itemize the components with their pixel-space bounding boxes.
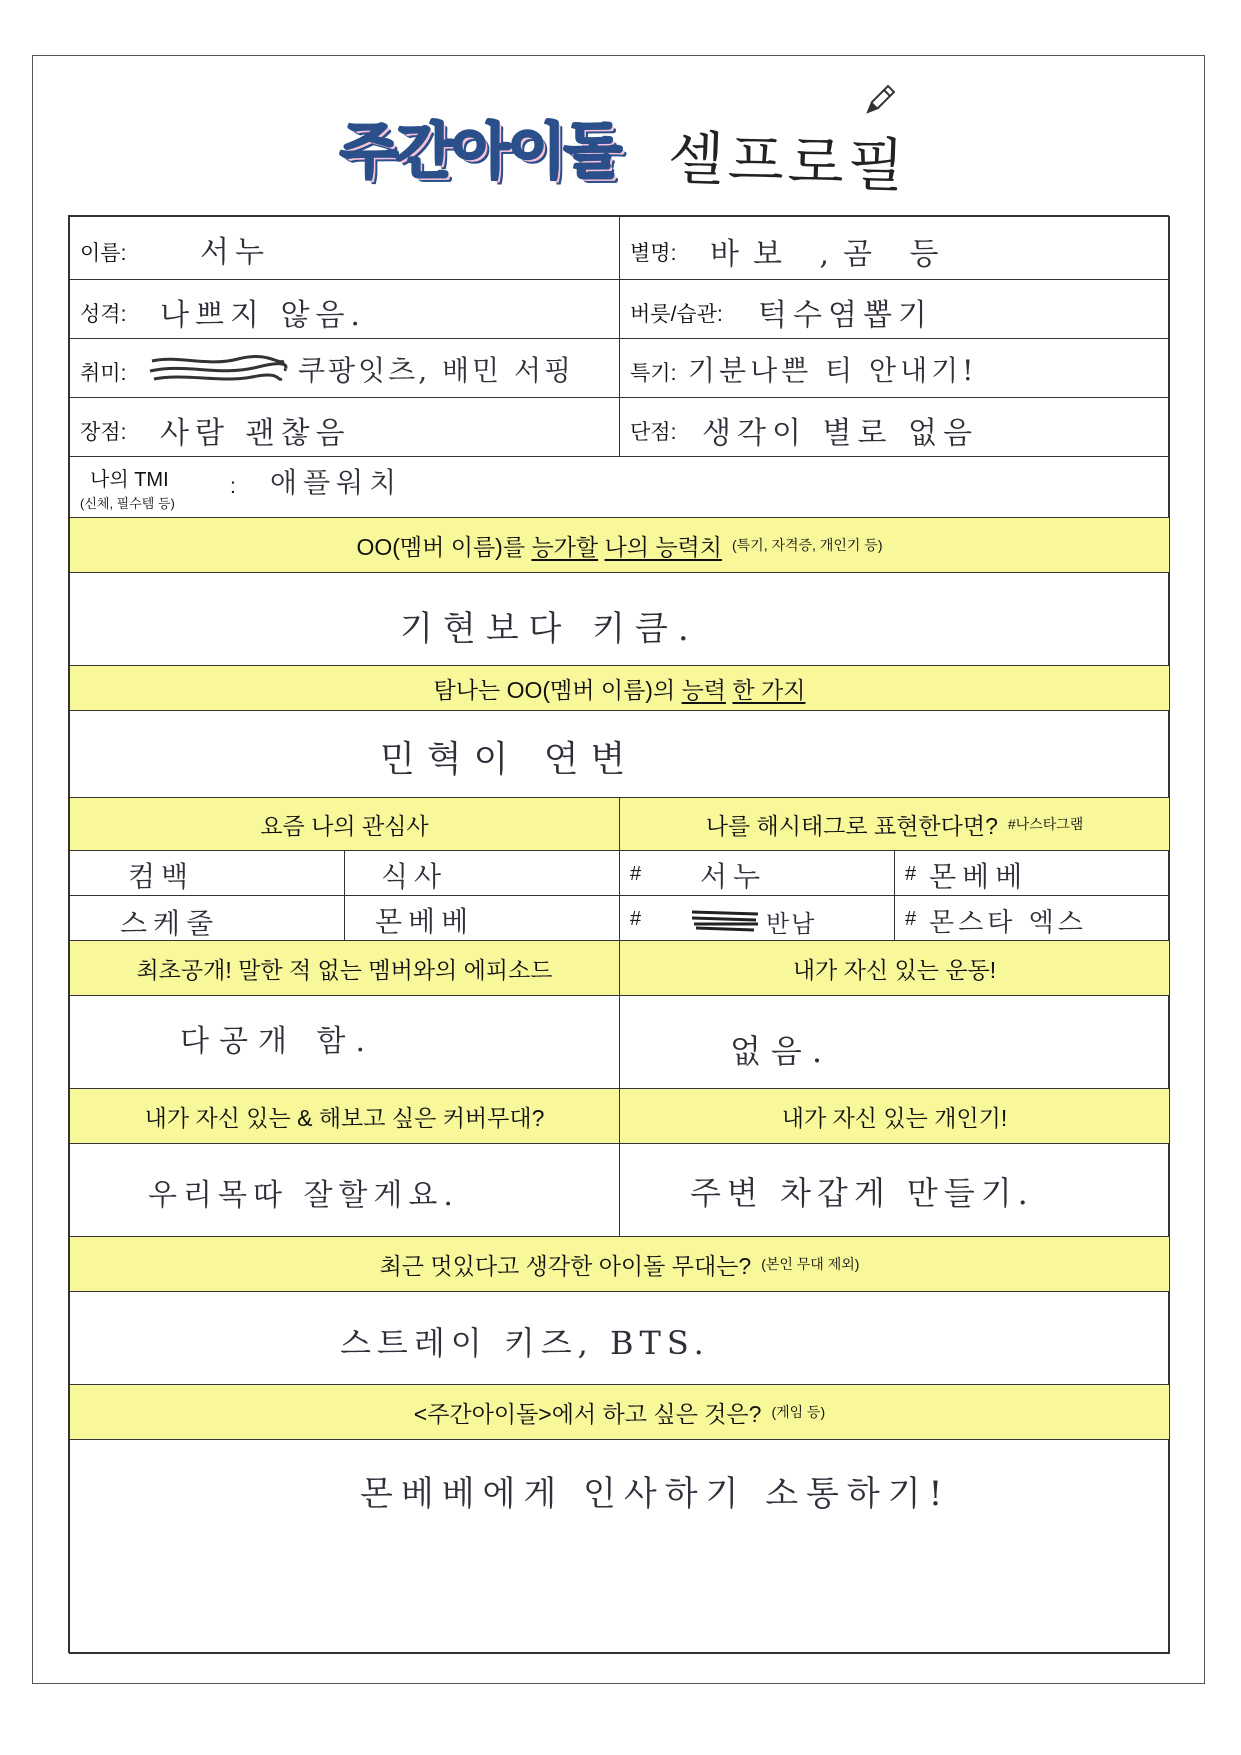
name-cell [69, 216, 620, 280]
personality-value: 나쁘지 않음. [160, 298, 366, 333]
ability-want-heading [69, 665, 1170, 711]
interest-item: 컴백 [128, 860, 195, 893]
hashtag-item: 몬스타 엑스 [929, 908, 1087, 938]
hashtag-cell [619, 895, 895, 941]
hobby-label: 취미: [80, 362, 127, 385]
talent-value: 기분나쁜 티 안내기! [688, 354, 978, 387]
ability-better-heading-u2: 나의 능력치 [604, 533, 722, 560]
sport-answer-cell [619, 995, 1170, 1089]
interest-cell [344, 850, 620, 896]
nickname-label: 별명: [630, 242, 677, 265]
weakness-value: 생각이 별로 없음 [702, 416, 978, 451]
ability-want-heading-u2: 한 가지 [732, 676, 806, 703]
gag-answer: 주변 차갑게 만들기. [690, 1174, 1034, 1212]
hobby-cell [69, 338, 620, 398]
stage-heading [69, 1236, 1170, 1292]
hashtags-heading [619, 797, 1170, 851]
habit-value: 턱수염뽑기 [758, 298, 933, 333]
interest-cell [344, 895, 620, 941]
hash-symbol: # [630, 863, 642, 885]
ability-want-heading-pre: 탐나는 OO(멤버 이름)의 [433, 676, 676, 703]
sport-heading: 내가 자신 있는 운동! [619, 940, 1170, 996]
strength-cell [69, 397, 620, 457]
hobby-value: 쿠팡잇츠, 배민 서핑 [298, 354, 575, 387]
interest-cell [69, 850, 345, 896]
episode-answer-cell [69, 995, 620, 1089]
sport-answer: 없음. [730, 1032, 832, 1070]
ability-better-heading-pre: OO(멤버 이름)를 [356, 533, 526, 560]
interest-item: 스케줄 [120, 907, 220, 940]
personality-label: 성격: [80, 303, 127, 326]
ability-better-answer-cell [69, 572, 1170, 666]
tmi-label: 나의 TMI [90, 469, 169, 491]
hashtags-heading-text: 나를 해시태그로 표현한다면? [705, 812, 998, 839]
gag-heading: 내가 자신 있는 개인기! [619, 1088, 1170, 1144]
tmi-colon: : [230, 475, 236, 498]
cover-answer: 우리목따 잘할게요. [148, 1178, 459, 1213]
wish-answer: 몬베베에게 인사하기 소통하기! [360, 1474, 951, 1514]
ability-want-answer: 민혁이 연변 [380, 739, 638, 780]
stage-answer: 스트레이 키즈, BTS. [340, 1324, 710, 1362]
cover-heading: 내가 자신 있는 & 해보고 싶은 커버무대? [69, 1088, 620, 1144]
ability-better-heading-note: (특기, 자격증, 개인기 등) [732, 537, 883, 553]
name-value: 서누 [200, 235, 270, 270]
cover-answer-cell [69, 1143, 620, 1237]
tmi-value: 애플워치 [270, 466, 403, 499]
stage-answer-cell [69, 1291, 1170, 1385]
hashtag-cell [894, 895, 1170, 941]
scribble-mark [148, 351, 288, 387]
show-logo [340, 105, 640, 200]
habit-cell [619, 279, 1170, 339]
talent-cell [619, 338, 1170, 398]
name-label: 이름: [80, 242, 127, 265]
hashtag-item: 반남 [766, 910, 817, 938]
wish-heading-text: <주간아이돌>에서 하고 싶은 것은? [413, 1400, 762, 1427]
scribble-mark [690, 904, 760, 932]
nickname-value: 바보 ,곰 등 [710, 237, 953, 272]
page-title: 셀프로필 [666, 123, 910, 201]
tmi-cell [69, 456, 1170, 518]
habit-label: 버릇/습관: [630, 303, 723, 326]
gag-answer-cell [619, 1143, 1170, 1237]
interests-heading: 요즘 나의 관심사 [69, 797, 620, 851]
stage-heading-note: (본인 무대 제외) [761, 1256, 860, 1272]
hashtag-cell [619, 850, 895, 896]
interest-item: 몬베베 [375, 905, 475, 938]
nickname-cell [619, 216, 1170, 280]
hash-symbol: # [905, 863, 917, 885]
weakness-cell [619, 397, 1170, 457]
logo-text: 주간아이돌 [340, 117, 620, 187]
personality-cell [69, 279, 620, 339]
interest-item: 식사 [381, 860, 448, 893]
pencil-icon [862, 82, 898, 118]
weakness-label: 단점: [630, 421, 677, 444]
profile-form [68, 215, 1169, 1653]
ability-want-answer-cell [69, 710, 1170, 798]
stage-heading-text: 최근 멋있다고 생각한 아이돌 무대는? [379, 1252, 752, 1279]
hashtag-item: 몬베베 [929, 860, 1029, 893]
ability-better-heading-u1: 능가할 [531, 533, 599, 560]
hashtags-heading-note: #나스타그램 [1007, 816, 1084, 832]
ability-better-heading [69, 517, 1170, 573]
episode-answer: 다공개 함. [180, 1024, 375, 1059]
ability-want-heading-u1: 능력 [681, 676, 726, 703]
hashtag-cell [894, 850, 1170, 896]
hash-symbol: # [905, 908, 917, 930]
hash-symbol: # [630, 908, 642, 930]
wish-heading [69, 1384, 1170, 1440]
hashtag-item: 서누 [700, 860, 767, 893]
ability-better-answer: 기현보다 키큼. [400, 609, 699, 649]
episode-heading: 최초공개! 말한 적 없는 멤버와의 에피소드 [69, 940, 620, 996]
tmi-sublabel: (신체, 필수템 등) [80, 496, 175, 511]
wish-heading-note: (게임 등) [771, 1404, 826, 1420]
wish-answer-cell [69, 1439, 1170, 1654]
interest-cell [69, 895, 345, 941]
strength-label: 장점: [80, 421, 127, 444]
talent-label: 특기: [630, 362, 677, 385]
strength-value: 사람 괜찮음 [160, 416, 351, 451]
